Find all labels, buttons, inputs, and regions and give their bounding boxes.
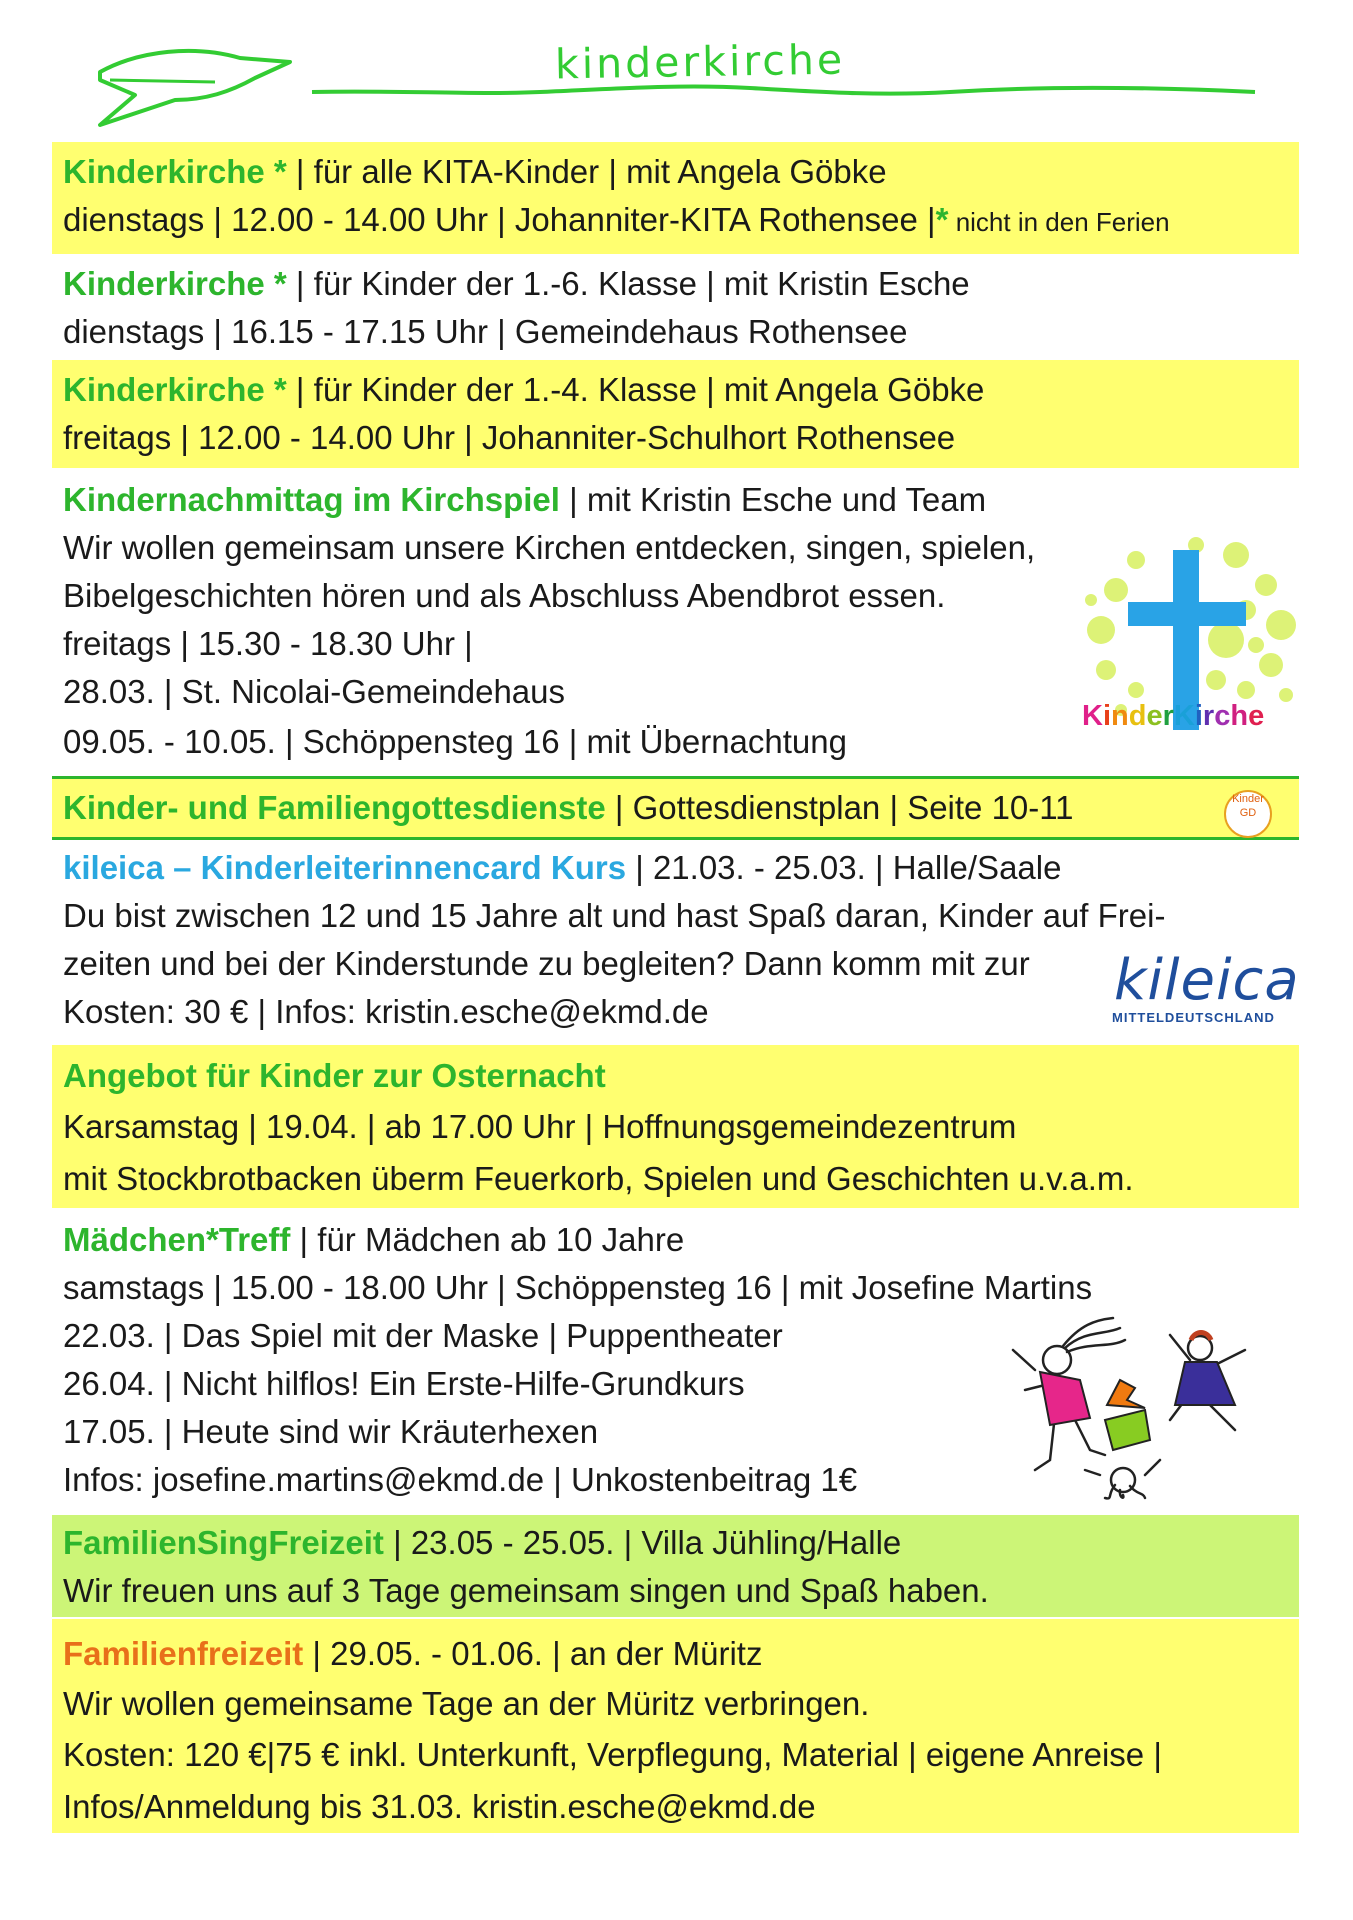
event-schedule: dienstags | 12.00 - 14.00 Uhr | Johanniter-KITA Rothensee | <box>63 201 936 238</box>
event-details: | für Kinder der 1.-6. Klasse | mit Kristin Esche <box>286 265 970 302</box>
event-familienfreizeit <box>52 1619 1299 1833</box>
event-heading: kileica – Kinderleiterinnencard Kurs <box>63 849 627 886</box>
event-heading: Kinderkirche * <box>63 153 287 190</box>
event-description: mit Stockbrotbacken überm Feuerkorb, Spielen und Geschichten u.v.a.m. <box>63 1160 1134 1197</box>
event-date: 28.03. | St. Nicolai-Gemeindehaus <box>63 673 566 710</box>
event-description: Wir wollen gemeinsam unsere Kirchen entdecken, singen, spielen, <box>63 529 1036 566</box>
event-details: | für Kinder der 1.-4. Klasse | mit Angela Göbke <box>286 371 985 408</box>
dancing-girls-illustration-icon <box>995 1310 1265 1500</box>
event-details: | für alle KITA-Kinder | mit Angela Göbke <box>286 153 887 190</box>
event-details: | Gottesdienstplan | Seite 10-11 <box>605 789 1074 826</box>
event-kinderkirche-klasse-1-4 <box>52 360 1299 468</box>
event-osternacht <box>52 1045 1299 1208</box>
event-heading: Mädchen*Treff <box>63 1221 291 1258</box>
event-kinderkirche-klasse-1-6 <box>52 256 1299 358</box>
event-details: | 21.03. - 25.03. | Halle/Saale <box>626 849 1062 886</box>
event-contact: Infos: josefine.martins@ekmd.de | Unkostenbeitrag 1€ <box>63 1461 858 1498</box>
kinder-gd-badge-icon: Kinder GD <box>1224 790 1272 838</box>
event-details: | für Mädchen ab 10 Jahre <box>290 1221 685 1258</box>
divider <box>52 837 1299 840</box>
event-date: 26.04. | Nicht hilflos! Ein Erste-Hilfe-Grundkurs <box>63 1365 745 1402</box>
event-details: | mit Kristin Esche und Team <box>559 481 987 518</box>
page-title: kinderkirche <box>554 35 846 89</box>
event-heading: FamilienSingFreizeit <box>63 1524 384 1561</box>
event-familiengottesdienste <box>52 779 1299 837</box>
event-date: 09.05. - 10.05. | Schöppensteg 16 | mit Übernachtung <box>63 723 847 760</box>
footnote-star: * <box>935 201 949 238</box>
page-header <box>0 0 1353 140</box>
event-contact: Kosten: 30 € | Infos: kristin.esche@ekmd.de <box>63 993 709 1030</box>
event-schedule: freitags | 12.00 - 14.00 Uhr | Johanniter-Schulhort Rothensee <box>63 419 956 456</box>
event-kinderkirche-kita <box>52 142 1299 254</box>
event-heading: Familienfreizeit <box>63 1635 304 1672</box>
event-details: | 29.05. - 01.06. | an der Müritz <box>303 1635 763 1672</box>
footnote-note: nicht in den Ferien <box>948 207 1170 237</box>
event-schedule: freitags | 15.30 - 18.30 Uhr | <box>63 625 473 662</box>
event-heading: Angebot für Kinder zur Osternacht <box>63 1057 606 1094</box>
event-description: Wir freuen uns auf 3 Tage gemeinsam singen und Spaß haben. <box>63 1572 989 1609</box>
event-schedule: Karsamstag | 19.04. | ab 17.00 Uhr | Hoffnungsgemeindezentrum <box>63 1108 1017 1145</box>
event-description: Bibelgeschichten hören und als Abschluss Abendbrot essen. <box>63 577 946 614</box>
event-description: zeiten und bei der Kinderstunde zu begleiten? Dann komm mit zur <box>63 945 1030 982</box>
event-date: 17.05. | Heute sind wir Kräuterhexen <box>63 1413 599 1450</box>
kileica-logo-subtitle: MITTELDEUTSCHLAND <box>1112 1010 1275 1025</box>
event-heading: Kindernachmittag im Kirchspiel <box>63 481 560 518</box>
event-date: 22.03. | Das Spiel mit der Maske | Puppentheater <box>63 1317 783 1354</box>
event-familiensingfreizeit <box>52 1515 1299 1617</box>
kileica-logo-text: kileica <box>1114 948 1300 1013</box>
kinderkirche-logo-text: KinderKirche <box>1082 700 1265 732</box>
event-description: Du bist zwischen 12 und 15 Jahre alt und hast Spaß daran, Kinder auf Frei- <box>63 897 1166 934</box>
event-costs: Kosten: 120 €|75 € inkl. Unterkunft, Verpflegung, Material | eigene Anreise | <box>63 1736 1162 1773</box>
event-description: Wir wollen gemeinsame Tage an der Müritz verbringen. <box>63 1685 870 1722</box>
event-heading: Kinderkirche * <box>63 265 287 302</box>
event-heading: Kinderkirche * <box>63 371 287 408</box>
event-details: | 23.05 - 25.05. | Villa Jühling/Halle <box>383 1524 902 1561</box>
event-heading: Kinder- und Familiengottesdienste <box>63 789 606 826</box>
event-contact: Infos/Anmeldung bis 31.03. kristin.esche@ekmd.de <box>63 1788 816 1825</box>
event-schedule: samstags | 15.00 - 18.00 Uhr | Schöppensteg 16 | mit Josefine Martins <box>63 1269 1093 1306</box>
event-schedule: dienstags | 16.15 - 17.15 Uhr | Gemeindehaus Rothensee <box>63 313 908 350</box>
